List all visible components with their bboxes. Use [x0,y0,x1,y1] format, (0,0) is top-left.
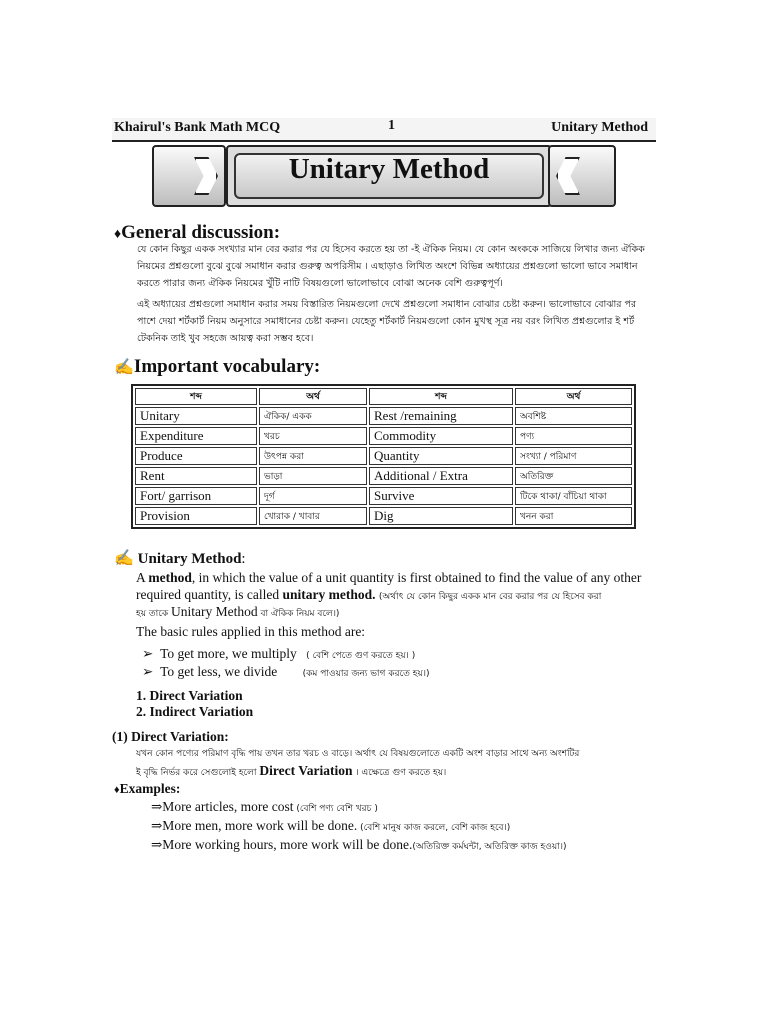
diamond-bullet-icon: ♦ [114,227,122,242]
vocabulary-table [131,384,636,529]
variation-list-item: 2. Indirect Variation [136,704,254,719]
table-header-cell: অর্থ [259,388,367,405]
example-item: ⇒More working hours, more work will be done.(অতিরিক্ত কর্মঘন্টা, অতিরিক্ত কাজ হওয়া।) [151,837,567,852]
general-paragraph-2: এই অধ্যায়ের প্রশ্নগুলো সমাধান করার সময় বিস্তারিত নিয়মগুলো দেখে প্রশ্নগুলো সমাধান বোঝার চেষ্টা করুন। ভালোভাবে বোঝার পর পাশে দেয়া শর্টকার্ট নিয়ম অনুসারে সমাধানের চেষ্টা করুন। যেহেতু শর্টকার্ট নিয়মগুলো কোন মুখস্থ সূত্র নয় বরং লিখিত প্রশ্নগুলোর ই শর্ট টেকনিক তাই খুব সহজে আয়ত্ব করা সম্ভব হবে। [137,299,637,344]
table-cell: Survive [369,487,513,505]
definition-line-1: A method, in which the value of a unit quantity is first obtained to find the value of any other [136,570,642,585]
header-chapter-title: Unitary Method [551,120,648,135]
general-discussion-heading: ♦General discussion: [114,222,281,243]
rule-item: ➢ To get less, we divide (কম পাওয়ার জন্য ভাগ করতে হয়।) [142,664,430,679]
table-cell: অতিরিক্ত [515,467,632,485]
banner-title: Unitary Method [288,153,490,185]
pen-icon: ✍ [114,550,134,567]
direct-variation-line-2: ই বৃদ্ধি নির্ভর করে সেগুলোই হলো Direct Variation । এক্ষেত্রে গুণ করতে হয়। [136,763,447,778]
example-item: ⇒More men, more work will be done. (বেশি মানুষ কাজ করলে, বেশি কাজ হবে।) [151,818,511,833]
table-cell: পণ্য [515,427,632,445]
banner-center [226,145,552,207]
pen-icon: ✍ [114,359,134,376]
table-row [135,487,632,505]
page-header [112,118,656,142]
table-cell: ভাড়া [259,467,367,485]
table-cell: Additional / Extra [369,467,513,485]
banner-right-ornament [548,145,616,207]
example-item: ⇒More articles, more cost (বেশি পণ্য বেশি খরচ ) [151,799,378,814]
chapter-banner [150,145,618,205]
table-row [135,467,632,485]
table-cell: অবশিষ্ট [515,407,632,425]
variation-list-item: 1. Direct Variation [136,688,243,703]
table-cell: Quantity [369,447,513,465]
table-cell: Unitary [135,407,257,425]
table-cell: খরচ [259,427,367,445]
table-cell: সংখ্যা / পরিমাণ [515,447,632,465]
unitary-method-heading: ✍ Unitary Method: [114,550,246,567]
table-row [135,427,632,445]
table-cell: Provision [135,507,257,525]
table-cell: Expenditure [135,427,257,445]
table-cell: Rest /remaining [369,407,513,425]
table-header-cell: শব্দ [135,388,257,405]
header-page-number: 1 [388,118,395,133]
table-cell: Rent [135,467,257,485]
direct-variation-heading: (1) Direct Variation: [112,729,229,744]
definition-line-3: হয় তাকে Unitary Method বা ঐকিক নিয়ম বলে।) [136,604,340,619]
table-row [135,407,632,425]
table-cell: খোরাক / খাবার [259,507,367,525]
table-row [135,447,632,465]
table-header-cell: অর্থ [515,388,632,405]
table-cell: ঐকিক/ একক [259,407,367,425]
arrow-bullet-icon: ➢ [142,664,154,679]
general-paragraph-1: যে কোন কিছুর একক সংখ্যার মান বের করার পর যে হিসেব করতে হয় তা -ই ঐকিক নিয়ম। যে কোন অংককে সাজিয়ে লিখার জন্য ঐকিক নিয়মের প্রশ্নগুলো বুঝে বুঝে সমাধান করার গুরুত্ব অপরিসীম । এছাড়াও লিখিত অংশে বিভিন্ন অধ্যায়ের প্রশ্নগুলো ভালো ভাবে সমাধান করতে পারার জন্য ঐকিক নিয়মের খুঁটি নাটি বিষয়গুলো ভালোভাবে বোঝা অনেক বেশি গুরুত্বপূর্ণ। [137,244,645,289]
arrow-bullet-icon: ➢ [142,646,154,661]
table-header-cell: শব্দ [369,388,513,405]
table-row [135,507,632,525]
direct-variation-line-1: যখন কোন পণ্যের পরিমাণ বৃদ্ধি পায় তখন তার খরচ ও বাড়ে। অর্থাৎ যে বিষয়গুলোতে একটি অংশ বাড়ার সাথে অন্য অংশটির [136,749,580,759]
diamond-bullet-icon: ♦ [114,784,120,796]
rule-item: ➢ To get more, we multiply ( বেশি পেতে গুণ করতে হয়। ) [142,646,416,661]
chevron-right-icon [194,157,218,195]
definition-line-2: required quantity, is called unitary method. (অর্থাৎ যে কোন কিছুর একক মান বের করার পর যে হিসেব করা [136,587,602,602]
table-cell: টিকে থাকা/ বাঁচিয়া থাকা [515,487,632,505]
table-cell: Dig [369,507,513,525]
table-cell: উৎপন্ন করা [259,447,367,465]
examples-heading: ♦Examples: [114,781,181,796]
header-book-title: Khairul's Bank Math MCQ [114,120,281,135]
table-cell: খনন করা [515,507,632,525]
table-cell: দূর্গ [259,487,367,505]
rules-intro: The basic rules applied in this method are: [136,624,366,639]
table-cell: Commodity [369,427,513,445]
vocabulary-heading: ✍Important vocabulary: [114,356,321,377]
table-header-row [135,388,632,405]
banner-left-ornament [152,145,226,207]
chevron-left-icon [556,157,580,195]
table-cell: Produce [135,447,257,465]
table-cell: Fort/ garrison [135,487,257,505]
